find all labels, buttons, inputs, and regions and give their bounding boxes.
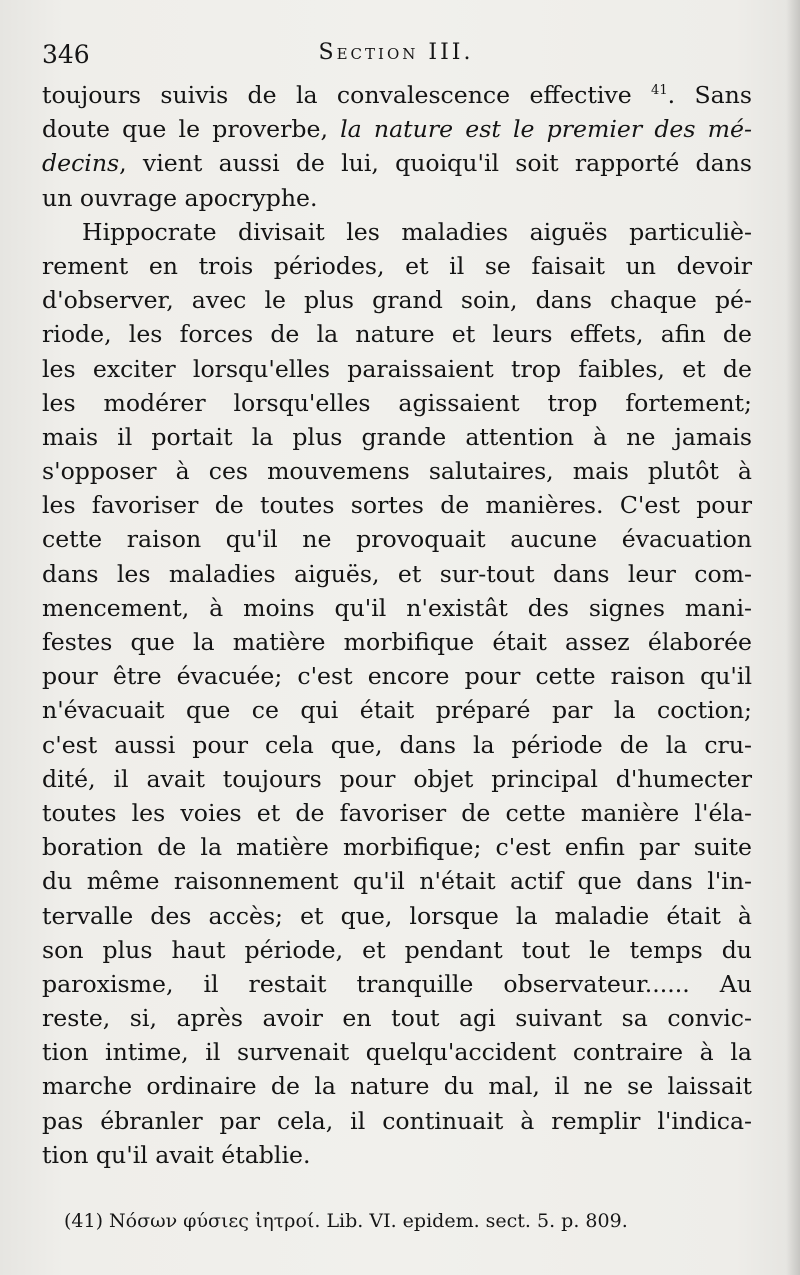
page-number: 346 [42,40,90,69]
text-line [42,420,752,454]
text-line [42,146,752,180]
text-line [42,317,752,351]
text-run: doute que le proverbe, [42,115,341,144]
text-line [42,762,752,796]
text-run: du même raisonnement qu'il n'était actif que dans l'in- [42,867,752,896]
italic-quote: la nature est le premier des mé- [340,115,752,144]
text-run: , vient aussi de lui, quoiqu'il soit rapporté dans [119,149,752,178]
text-line [42,693,752,727]
text-run: riode, les forces de la nature et leurs effets, afin de [42,320,752,349]
text-line [42,78,752,112]
text-run: les favoriser de toutes sortes de manières. C'est pour [42,491,752,520]
text-line [42,215,752,249]
text-run: toujours suivis de la convalescence effective [42,81,652,109]
italic-quote: decins [42,149,120,178]
text-line [42,864,752,898]
text-run: marche ordinaire de la nature du mal, il ne se laissait [42,1072,752,1101]
text-line [42,454,752,488]
text-line [42,591,752,625]
text-run: Hippocrate divisait les maladies aiguës particuliè- [82,217,752,246]
text-line [42,1001,752,1035]
page-edge-shadow [786,0,800,1275]
body-text [42,78,752,1172]
section-title: Section III. [318,40,474,65]
text-line [42,1035,752,1069]
text-run: d'observer, avec le plus grand soin, dans chaque pé- [42,286,752,315]
text-run: . Sans [667,81,752,109]
text-run: festes que la matière morbifique était assez élaborée [42,628,752,656]
text-line [42,659,752,693]
text-line [42,522,752,556]
running-head [40,36,752,70]
text-line [42,796,752,830]
footnote-reference: 41 [651,83,668,98]
text-run: tion qu'il avait établie. [42,1140,311,1169]
text-run: mais il portait la plus grande attention à ne jamais [42,422,752,451]
text-run: son plus haut période, et pendant tout le temps du [42,935,752,964]
text-line [42,899,752,933]
text-line [42,386,752,420]
text-run: dans les maladies aiguës, et sur-tout dans leur com- [42,559,752,588]
text-line [42,249,752,283]
text-line [42,352,752,386]
text-run: tervalle des accès; et que, lorsque la maladie était à [42,901,752,930]
text-run: toutes les voies et de favoriser de cette manière l'éla- [42,798,752,827]
text-line [42,488,752,522]
text-run: reste, si, après avoir en tout agi suivant sa convic- [42,1004,752,1033]
text-run: pour être évacuée; c'est encore pour cette raison qu'il [42,662,752,691]
text-line [42,830,752,864]
text-line [42,557,752,591]
text-run: les modérer lorsqu'elles agissaient trop fortement; [42,388,752,417]
text-line [42,625,752,659]
text-line [42,967,752,1001]
text-line [42,1104,752,1138]
text-line [42,283,752,317]
footnote: (41) Νόσων φύσιες ἰητροί. Lib. VI. epidem. sect. 5. p. 809. [64,1210,628,1232]
text-run: s'opposer à ces mouvemens salutaires, mais plutôt à [42,457,752,486]
text-run: les exciter lorsqu'elles paraissaient trop faibles, et de [42,354,752,383]
text-run: boration de la matière morbifique; c'est enfin par suite [42,833,752,862]
text-run: paroxisme, il restait tranquille observateur...... Au [42,969,752,998]
text-run: tion intime, il survenait quelqu'accident contraire à la [42,1038,752,1067]
text-line [42,181,752,215]
text-line [42,1138,752,1172]
text-line [42,1069,752,1103]
text-line [42,933,752,967]
text-run: cette raison qu'il ne provoquait aucune évacuation [42,525,752,554]
text-run: un ouvrage apocryphe. [42,183,318,212]
text-line [42,728,752,762]
text-run: c'est aussi pour cela que, dans la période de la cru- [42,730,752,759]
text-run: mencement, à moins qu'il n'existât des signes mani- [42,593,752,622]
text-run: rement en trois périodes, et il se faisait un devoir [42,251,752,280]
text-run: pas ébranler par cela, il continuait à remplir l'indica- [42,1106,752,1135]
text-line [42,112,752,146]
text-run: n'évacuait que ce qui était préparé par la coction; [42,696,752,725]
text-run: dité, il avait toujours pour objet principal d'humecter [42,764,752,793]
